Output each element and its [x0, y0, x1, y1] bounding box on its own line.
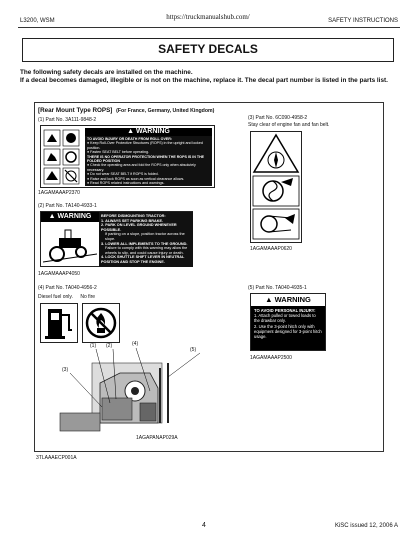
rollover-icon: [43, 129, 81, 185]
decal1-warning-banner: [85, 128, 212, 136]
callout-1: (1): [90, 343, 97, 349]
decal2-warning-banner: [41, 212, 99, 222]
decal2-line: 3. LOWER ALL IMPLEMENTS TO THE GROUND.: [101, 241, 188, 246]
decal2-line: BEFORE DISMOUNTING TRACTOR:: [101, 214, 166, 218]
callout-4: (4): [132, 341, 139, 347]
decal2-warning: WARNING: [57, 213, 92, 220]
decal1-line: ● Do not wear SEAT BELT if ROPS is folded.: [87, 172, 159, 177]
decal4-desc: [38, 294, 95, 300]
decal5-code: 1AGAMAAAP2500: [250, 355, 292, 361]
callout-2: (2): [106, 343, 113, 349]
decal4-desc1: Diesel fuel only.: [38, 294, 73, 300]
decal1-code: 1AGAMAAAP2370: [38, 190, 80, 196]
header-url[interactable]: https://truckmanualshub.com/: [166, 13, 250, 21]
rops-note: (For France, Germany, United Kingdom): [116, 108, 215, 114]
decal1-line: ● Read ROPS related instructions and warnings.: [87, 181, 165, 186]
header-rule: [18, 27, 400, 28]
tractor-illustration: [40, 343, 210, 443]
decal5-warning: WARNING: [274, 295, 311, 304]
rops-header: [38, 107, 214, 114]
decal2-line: 4. LOCK SHUTTLE SHIFT LEVER IN NEUTRAL POSITION AND STOP THE ENGINE.: [101, 255, 185, 264]
callout-5: (5): [190, 347, 197, 353]
decal5-text: [251, 306, 325, 341]
decal5: [250, 293, 326, 351]
decal4-desc2: No fire: [80, 294, 96, 300]
decal5-line: 1. Attach pulled or towed loads to the drawbar only.: [254, 313, 316, 324]
header-model: L3200, WSM: [20, 18, 55, 24]
decal3-desc: Stay clear of engine fan and fan belt.: [248, 122, 330, 128]
diesel-fuel-icon: [40, 303, 78, 343]
decal1-text: [85, 136, 212, 186]
callout-3: (3): [62, 367, 69, 373]
header-section: SAFETY INSTRUCTIONS: [328, 18, 398, 24]
tractor-figure: [40, 343, 210, 443]
decal1-part: (1) Part No. 3A111-9848-2: [38, 117, 97, 123]
intro-text: The following safety decals are installed on the machine. If a decal becomes damaged, illegible or is not on the machine, replace it. The decal part number is listed in the parts list.: [20, 69, 388, 84]
decal1: [40, 125, 215, 188]
figure-code: 1AGAPANAP029A: [136, 435, 178, 441]
decal2-code: 1AGAMAAAP4050: [38, 271, 80, 277]
footer-issue: KiSC issued 12, 2006 A: [334, 523, 398, 529]
page-title: SAFETY DECALS: [22, 38, 394, 62]
decal2-line: Failure to comply with this warning may allow the wheels to slip, and could cause injury or death.: [105, 246, 188, 255]
decal4-part: (4) Part No. TA040-4956-2: [38, 285, 97, 291]
warning-triangle-icon: ▲: [48, 213, 56, 220]
decal2-line: 1. ALWAYS SET PARKING BRAKE.: [101, 218, 164, 223]
warning-triangle-icon: ▲: [127, 128, 135, 135]
fan-hazard-icon: [251, 132, 301, 242]
decal2-line: 2. PARK ON LEVEL GROUND WHENEVER POSSIBLE.: [101, 223, 177, 232]
decal3: [250, 131, 302, 243]
decal1-line: ● Check the operating area and fold the ROPS only when absolutely necessary.: [87, 163, 196, 172]
rops-label: [Rear Mount Type ROPS]: [38, 107, 113, 114]
decal1-warning: WARNING: [136, 128, 170, 135]
no-fire-icon: [82, 303, 120, 343]
decal1-heading: TO AVOID INJURY OR DEATH FROM ROLL OVER:: [87, 137, 173, 141]
decal1-line: ● Keep Roll-Over Protective Structures (ROPS) in the upright and locked position.: [87, 141, 203, 150]
decal2-part: (2) Part No. TA140-4933-1: [38, 203, 97, 209]
decal5-part: (5) Part No. TA040-4935-1: [248, 285, 307, 291]
decal1-icons: [43, 129, 81, 185]
decal3-code: 1AGAMAAAP0620: [250, 246, 292, 252]
tractor-slope-icon: [43, 224, 97, 266]
decal5-line: 2. Use the 3-point hitch only with equipment designed for 3-point hitch usage.: [254, 323, 322, 340]
decal2-line: If parking on a slope, position tractor across the slope.: [105, 232, 185, 241]
decal5-warning-banner: [251, 294, 325, 306]
decal2: [40, 211, 193, 267]
decal1-line: THERE IS NO OPERATOR PROTECTION WHEN THE ROPS IS IN THE FOLDED POSITION: [87, 154, 205, 164]
decal1-line: ● Raise and lock ROPS as soon as vertical clearance allows.: [87, 176, 185, 181]
decal3-part: (3) Part No. 6C090-4958-2: [248, 115, 308, 121]
decal5-heading: TO AVOID PERSONAL INJURY:: [254, 308, 316, 313]
decal1-line: ● Fasten SEAT BELT before operating.: [87, 150, 150, 155]
page-number: 4: [202, 522, 206, 529]
decal2-text: [99, 212, 193, 267]
frame-code: 3TLAAAECP001A: [36, 455, 77, 461]
warning-triangle-icon: ▲: [265, 295, 273, 304]
